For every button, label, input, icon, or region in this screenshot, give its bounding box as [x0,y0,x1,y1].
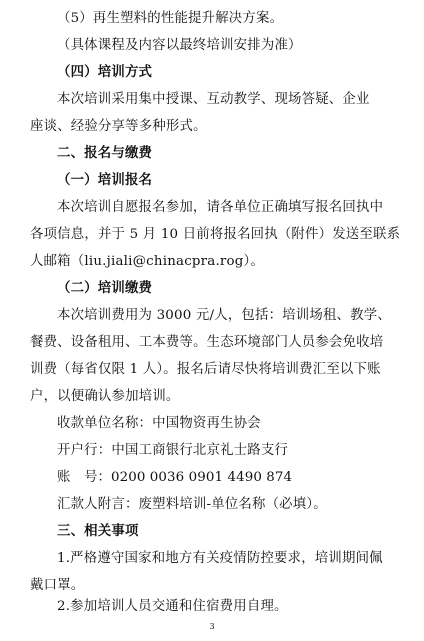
section-registration-fees-heading: 二、报名与缴费 [57,146,153,161]
subsection-fee-payment-heading: （二）培训缴费 [57,281,153,296]
account-number: 账 号：0200 0036 0901 4490 874 [57,470,293,485]
bank-name: 开户行：中国工商银行北京礼士路支行 [57,443,289,458]
training-method-paragraph-line-2: 座谈、经验分享等多种形式。 [30,119,207,134]
fee-paragraph-line-3: 训费（每省仅限 1 人）。报名后请尽快将培训费汇至以下账 [30,362,381,377]
fee-paragraph-line-2: 餐费、设备租用、工本费等。生态环境部门人员参会免收培 [30,335,384,350]
page-number: 3 [209,622,215,631]
course-note: （具体课程及内容以最终培训安排为准） [57,38,302,53]
matter-1-line-2: 戴口罩。 [30,578,85,593]
section-related-matters-heading: 三、相关事项 [57,524,139,539]
fee-paragraph-line-1: 本次培训费用为 3000 元/人，包括：培训场租、教学、 [57,308,391,323]
matter-1-line-1: 1.严格遵守国家和地方有关疫情防控要求，培训期间佩 [57,551,383,566]
registration-paragraph-line-3: 人邮箱（liu.jiali@chinacpra.rog）。 [30,254,265,269]
registration-paragraph-line-2: 各项信息，并于 5 月 10 日前将报名回执（附件）发送至联系 [30,227,401,242]
matter-2: 2.参加培训人员交通和住宿费用自理。 [57,599,288,614]
course-item-5: （5）再生塑料的性能提升解决方案。 [57,11,284,26]
remittance-note: 汇款人附言：废塑料培训-单位名称（必填）。 [57,497,327,512]
training-method-paragraph-line-1: 本次培训采用集中授课、互动教学、现场答疑、企业 [57,92,370,107]
registration-paragraph-line-1: 本次培训自愿报名参加，请各单位正确填写报名回执中 [57,200,384,215]
payee-name: 收款单位名称：中国物资再生协会 [57,416,261,431]
subsection-registration-heading: （一）培训报名 [57,173,153,188]
fee-paragraph-line-4: 户，以便确认参加培训。 [30,389,180,404]
section-training-method-heading: （四）培训方式 [57,65,153,80]
